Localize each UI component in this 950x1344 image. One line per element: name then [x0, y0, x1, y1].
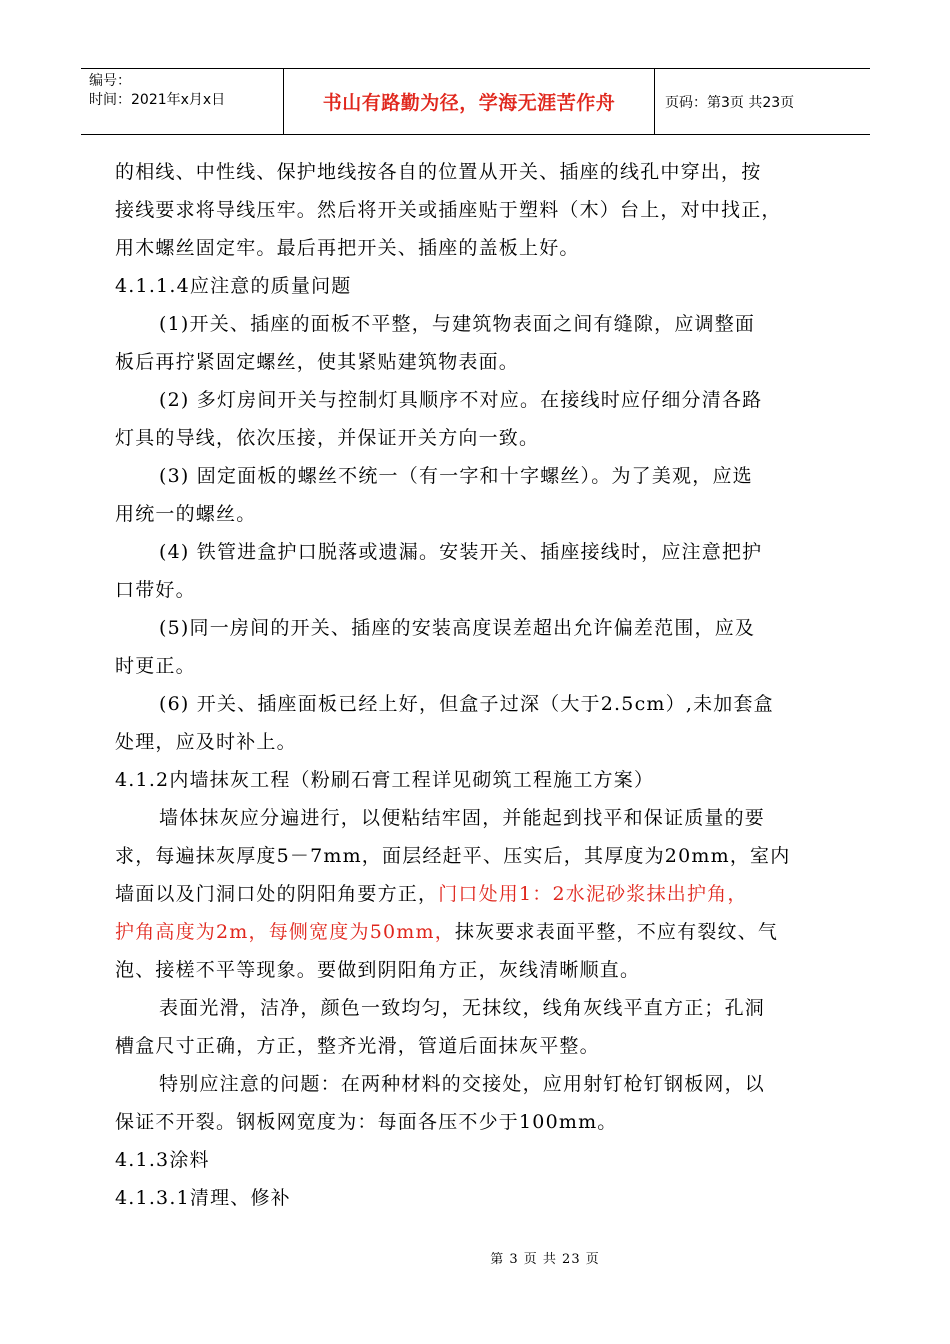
text-line: 保证不开裂。钢板网宽度为：每面各压不少于100mm。 [115, 1111, 618, 1133]
text-line [115, 913, 839, 951]
page-header [81, 68, 870, 135]
header-page-info: 页码：第3页 共23页 [665, 94, 795, 111]
page-footer: 第 3 页 共 23 页 [490, 1252, 600, 1267]
section-heading: 4.1.1.4应注意的质量问题 [115, 275, 352, 297]
text-line: 用木螺丝固定牢。最后再把开关、插座的盖板上好。 [115, 237, 580, 259]
text-line: 的相线、中性线、保护地线按各自的位置从开关、插座的线孔中穿出，按 [115, 161, 762, 183]
text-line: 求，每遍抹灰厚度5－7mm，面层经赶平、压实后，其厚度为20mm，室内 [115, 845, 791, 867]
text-line: 表面光滑，洁净，颜色一致均匀，无抹纹，线角灰线平直方正；孔洞 [159, 997, 766, 1019]
text-line: (2) 多灯房间开关与控制灯具顺序不对应。在接线时应仔细分清各路 [159, 389, 763, 411]
text-span: 墙面以及门洞口处的阴阳角要方正， [115, 883, 439, 905]
text-line: (1)开关、插座的面板不平整，与建筑物表面之间有缝隙，应调整面 [159, 313, 756, 335]
text-line: 时更正。 [115, 655, 196, 677]
text-line: 口带好。 [115, 579, 196, 601]
text-span: 抹灰要求表面平整，不应有裂纹、气 [454, 921, 779, 943]
document-body [115, 153, 839, 1217]
text-line: 接线要求将导线压牢。然后将开关或插座贴于塑料（木）台上，对中找正， [115, 199, 782, 221]
highlighted-text: 门口处用1：2水泥砂浆抹出护角， [438, 883, 748, 905]
text-line: 特别应注意的问题：在两种材料的交接处，应用射钉枪钉钢板网，以 [159, 1073, 766, 1095]
header-date: 时间：2021年x月x日 [89, 92, 226, 108]
text-line [115, 875, 839, 913]
text-line: 槽盒尺寸正确，方正，整齐光滑，管道后面抹灰平整。 [115, 1035, 600, 1057]
highlighted-text: 护角高度为2m，每侧宽度为50mm， [115, 921, 455, 943]
text-line: (6) 开关、插座面板已经上好，但盒子过深（大于2.5cm）,未加套盒 [159, 693, 774, 715]
header-number-label: 编号： [89, 73, 131, 89]
section-heading: 4.1.3.1清理、修补 [115, 1187, 291, 1209]
section-heading: 4.1.2内墙抹灰工程（粉刷石膏工程详见砌筑工程施工方案） [115, 769, 655, 791]
text-line: 板后再拧紧固定螺丝，使其紧贴建筑物表面。 [115, 351, 520, 373]
text-line: 用统一的螺丝。 [115, 503, 257, 525]
section-heading: 4.1.3涂料 [115, 1149, 210, 1171]
text-line: 处理，应及时补上。 [115, 731, 297, 753]
text-line: (3) 固定面板的螺丝不统一（有一字和十字螺丝）。为了美观，应选 [159, 465, 753, 487]
text-line: 灯具的导线，依次压接，并保证开关方向一致。 [115, 427, 540, 449]
header-meta [81, 69, 284, 134]
header-motto: 书山有路勤为径，学海无涯苦作舟 [284, 69, 655, 134]
text-line: (5)同一房间的开关、插座的安装高度误差超出允许偏差范围，应及 [159, 617, 756, 639]
text-line: 墙体抹灰应分遍进行，以便粘结牢固，并能起到找平和保证质量的要 [159, 807, 766, 829]
text-line: (4) 铁管进盒护口脱落或遗漏。安装开关、插座接线时，应注意把护 [159, 541, 763, 563]
text-line: 泡、接槎不平等现象。要做到阴阳角方正，灰线清晰顺直。 [115, 959, 641, 981]
